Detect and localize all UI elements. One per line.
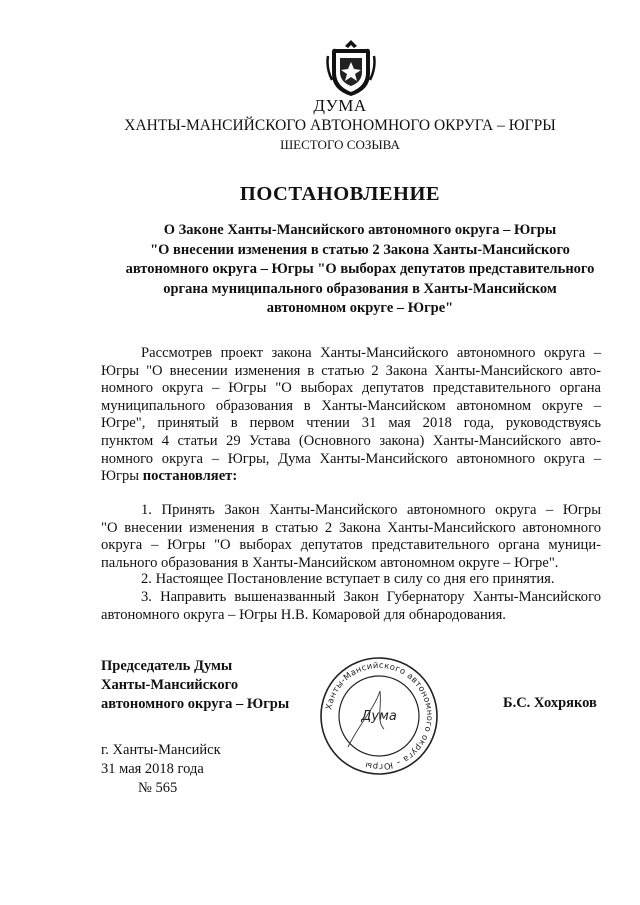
position-line: Ханты-Мансийского <box>101 677 239 693</box>
subject-line: автономном округе – Югре" <box>266 300 454 316</box>
position-line: автономного округа – Югры <box>101 696 290 712</box>
stamp-ring-text: Ханты-Мансийского автономного округа – Югры <box>323 659 436 773</box>
paragraph-line: пального образования в Ханты-Мансийском автономном округе – Югре". <box>101 554 559 571</box>
paragraph-line: номного округа – Югры, Дума Ханты-Мансийского автономного округа – <box>101 450 601 467</box>
chairman-position <box>101 657 289 714</box>
item-2-paragraph <box>101 571 601 589</box>
paragraph-text: Югры <box>101 468 143 485</box>
subject-line: "О внесении изменения в статью 2 Закона Ханты-Мансийского <box>150 241 570 258</box>
duma-heading: ДУМА <box>313 96 367 115</box>
subject-line: органа муниципального образования в Ханты-Мансийском <box>163 280 557 297</box>
document-date: 31 мая 2018 года <box>101 761 204 777</box>
paragraph-line: 2. Настоящее Постановление вступает в силу со дня его принятия. <box>141 571 555 587</box>
paragraph-line: округа – Югры "О выборах депутатов представительного органа муници- <box>101 537 601 554</box>
resolves-keyword: постановляет: <box>142 468 238 485</box>
item-1-paragraph <box>101 502 601 572</box>
document-number: № 565 <box>138 780 178 796</box>
city: г. Ханты-Мансийск <box>101 742 221 758</box>
paragraph-line: автономного округа – Югры Н.В. Комаровой для обнародования. <box>101 606 506 623</box>
coat-of-arms-emblem <box>326 38 376 98</box>
paragraph-line: 3. Направить вышеназванный Закон Губернатору Ханты-Мансийского <box>141 589 601 605</box>
official-stamp <box>318 655 440 777</box>
okrug-heading: ХАНТЫ-МАНСИЙСКОГО АВТОНОМНОГО ОКРУГА – ЮГРЫ <box>124 117 556 134</box>
paragraph-line: Югре", принятый в первом чтении 31 мая 2018 года, руководствуясь <box>101 415 601 432</box>
subject-line: О Законе Ханты-Мансийского автономного округа – Югры <box>163 222 557 238</box>
document-title: ПОСТАНОВЛЕНИЕ <box>239 183 441 205</box>
item-3-paragraph <box>101 589 601 624</box>
paragraph-line: Югры "О внесении изменения в статью 2 Закона Ханты-Мансийского авто- <box>101 362 601 379</box>
position-line: Председатель Думы <box>101 658 233 674</box>
document-subject <box>100 221 620 319</box>
preamble-paragraph <box>101 345 601 486</box>
paragraph-line <box>101 468 601 486</box>
paragraph-line: пунктом 4 статьи 29 Устава (Основного закона) Ханты-Мансийского авто- <box>101 432 601 449</box>
paragraph-line: "О внесении изменения в статью 2 Закона Ханты-Мансийского автономного <box>101 519 601 536</box>
paragraph-line: муниципального образования в Ханты-Мансийском автономном округе – <box>101 397 601 414</box>
subject-line: автономного округа – Югры "О выборах депутатов представительного <box>125 261 595 277</box>
paragraph-line: Рассмотрев проект закона Ханты-Мансийского автономного округа – <box>141 345 601 361</box>
signatory-name: Б.С. Хохряков <box>503 695 597 711</box>
convocation-heading: ШЕСТОГО СОЗЫВА <box>280 137 400 152</box>
paragraph-line: номного округа – Югры "О выборах депутатов представительного органа <box>101 380 601 397</box>
stamp-center-text: Дума <box>361 709 397 724</box>
paragraph-line: 1. Принять Закон Ханты-Мансийского автономного округа – Югры <box>141 502 601 518</box>
